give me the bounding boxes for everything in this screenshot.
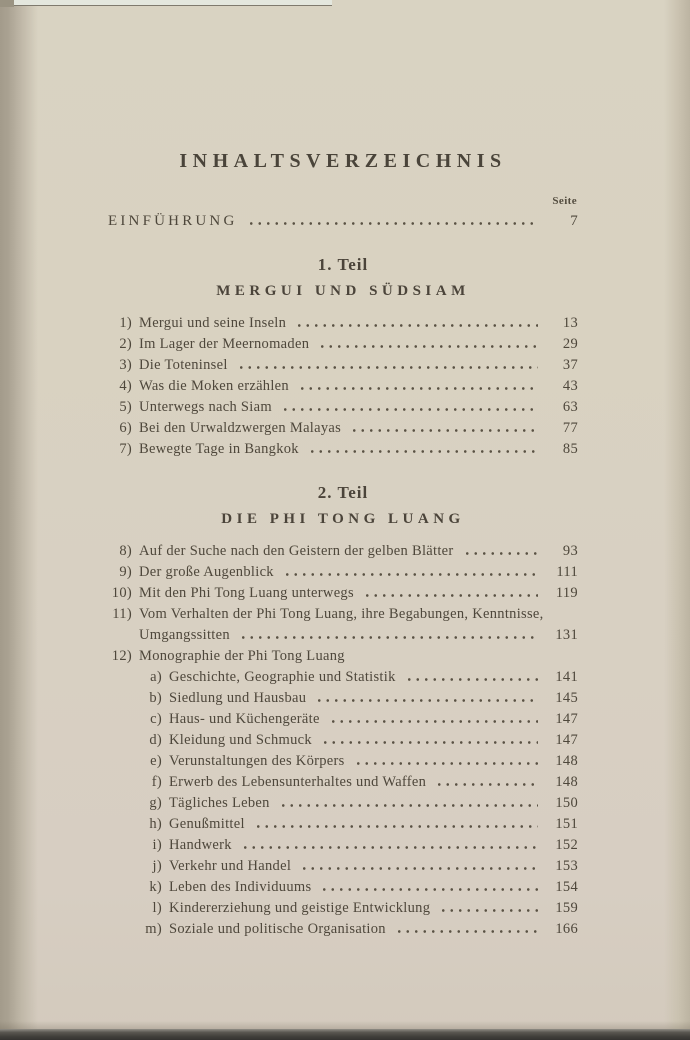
page-number: 37 (562, 357, 578, 373)
dot-leader (350, 428, 538, 433)
toc-entry (108, 856, 578, 877)
dot-leader (279, 803, 538, 808)
entry-number: 6) (119, 420, 132, 436)
entry-text: Was die Moken erzählen (139, 378, 289, 394)
toc-entry (108, 835, 578, 856)
entry-number: b) (149, 690, 162, 706)
entry-text: Geschichte, Geographie und Statistik (169, 669, 396, 685)
dot-leader (308, 449, 538, 454)
toc-entry (108, 730, 578, 751)
page-gutter-shadow (0, 0, 38, 1040)
page-number: 29 (562, 336, 578, 352)
page-number: 150 (555, 795, 578, 811)
page-number: 148 (555, 753, 578, 769)
toc-entry (108, 667, 578, 688)
entry-number: 1) (119, 315, 132, 331)
entry-text: Haus- und Küchengeräte (169, 711, 320, 727)
entry-text: Monographie der Phi Tong Luang (139, 648, 345, 664)
toc-entry (108, 604, 578, 625)
page-bottom-shadow (0, 1021, 690, 1029)
dot-leader (254, 824, 538, 829)
part-subtitle: DIE PHI TONG LUANG (221, 511, 465, 527)
part-entries (108, 541, 578, 940)
toc-entry (108, 313, 578, 334)
entry-number: d) (149, 732, 162, 748)
entry-text: Kindererziehung und geistige Entwicklung (169, 900, 431, 916)
entry-text: Im Lager der Meernomaden (139, 336, 310, 352)
toc-entry (108, 898, 578, 919)
page-number: 119 (555, 585, 578, 601)
entry-text: Mergui und seine Inseln (139, 315, 287, 331)
dot-leader (435, 782, 538, 787)
entry-text: Bewegte Tage in Bangkok (139, 441, 299, 457)
dot-leader (241, 845, 538, 850)
entry-text: Bei den Urwaldzwergen Malayas (139, 420, 342, 436)
entry-continuation-text: Umgangssitten (139, 627, 230, 643)
dot-leader (281, 407, 538, 412)
page-number: 77 (562, 420, 578, 436)
entry-number: l) (152, 900, 162, 916)
dot-leader (318, 344, 538, 349)
entry-text: Handwerk (169, 837, 232, 853)
toc-entry (108, 376, 578, 397)
entry-number: 12) (111, 648, 132, 664)
page-number: 145 (555, 690, 578, 706)
dot-leader (320, 887, 538, 892)
dot-leader (295, 323, 538, 328)
page-number: 153 (555, 858, 578, 874)
entry-number: 5) (119, 399, 132, 415)
entry-number: 9) (119, 564, 132, 580)
entry-number: 10) (111, 585, 132, 601)
page-right-edge (664, 0, 690, 1040)
dot-leader (315, 698, 538, 703)
dot-leader (354, 761, 538, 766)
entry-text: Kleidung und Schmuck (169, 732, 312, 748)
dot-leader (237, 365, 538, 370)
entry-text: Der große Augenblick (139, 564, 274, 580)
page-number: 111 (556, 564, 578, 580)
toc-entry (108, 814, 578, 835)
dot-leader (363, 593, 538, 598)
dot-leader (300, 866, 538, 871)
entry-text: Tägliches Leben (169, 795, 270, 811)
dot-leader (247, 221, 539, 226)
introduction-label: EINFÜHRUNG (108, 213, 238, 229)
entry-text: Mit den Phi Tong Luang unterwegs (139, 585, 354, 601)
toc-entry (108, 541, 578, 562)
entry-text: Siedlung und Hausbau (169, 690, 307, 706)
toc-entry (108, 397, 578, 418)
entry-number: 7) (119, 441, 132, 457)
page-number: 151 (555, 816, 578, 832)
page-number: 131 (555, 627, 578, 643)
part-entries (108, 313, 578, 460)
entry-number: c) (150, 711, 162, 727)
toc-entry (108, 355, 578, 376)
toc-part-2 (108, 483, 578, 940)
entry-text: Unterwegs nach Siam (139, 399, 272, 415)
page-number: 154 (555, 879, 578, 895)
dot-leader (283, 572, 538, 577)
dot-leader (298, 386, 538, 391)
toc-entry (108, 646, 578, 667)
toc-entry (108, 919, 578, 940)
toc-entry (108, 793, 578, 814)
page-number: 141 (555, 669, 578, 685)
entry-number: h) (149, 816, 162, 832)
page-top-corner (0, 0, 14, 7)
toc-entry (108, 709, 578, 730)
page-title: INHALTSVERZEICHNIS (179, 150, 507, 172)
entry-number: 2) (119, 336, 132, 352)
book-bottom-edge (0, 1029, 690, 1040)
page-number: 148 (555, 774, 578, 790)
toc-entry (108, 439, 578, 460)
toc-entry-introduction (108, 211, 578, 232)
entry-text: Genußmittel (169, 816, 245, 832)
entry-number: 3) (119, 357, 132, 373)
entry-number: f) (151, 774, 162, 790)
page-number: 147 (555, 732, 578, 748)
page-top-edge (14, 0, 332, 6)
entry-text: Auf der Suche nach den Geistern der gelben Blätter (139, 543, 454, 559)
entry-number: 11) (112, 606, 132, 622)
entry-text: Vom Verhalten der Phi Tong Luang, ihre Begabungen, Kenntnisse, (139, 606, 544, 622)
entry-number: a) (150, 669, 162, 685)
page-number: 7 (570, 213, 578, 229)
entry-number: e) (150, 753, 162, 769)
entry-text: Die Toteninsel (139, 357, 228, 373)
toc-entry-continuation (108, 625, 578, 646)
page-number: 13 (562, 315, 578, 331)
toc-entry (108, 772, 578, 793)
page-number: 43 (562, 378, 578, 394)
entry-number: g) (149, 795, 162, 811)
toc-entry (108, 751, 578, 772)
page-number: 166 (555, 921, 578, 937)
page-number: 152 (555, 837, 578, 853)
entry-number: 8) (119, 543, 132, 559)
dot-leader (329, 719, 538, 724)
part-title: 2. Teil (317, 483, 369, 502)
toc-entry (108, 877, 578, 898)
dot-leader (395, 929, 538, 934)
page-number: 85 (562, 441, 578, 457)
entry-text: Soziale und politische Organisation (169, 921, 386, 937)
toc-entry (108, 583, 578, 604)
page-number: 159 (555, 900, 578, 916)
entry-text: Verunstaltungen des Körpers (169, 753, 345, 769)
page-column-label: Seite (552, 195, 577, 207)
dot-leader (439, 908, 538, 913)
dot-leader (239, 635, 538, 640)
page-number: 63 (562, 399, 578, 415)
entry-text: Erwerb des Lebensunterhaltes und Waffen (169, 774, 427, 790)
toc-entry (108, 562, 578, 583)
part-title: 1. Teil (317, 255, 369, 274)
toc-entry (108, 418, 578, 439)
dot-leader (463, 551, 538, 556)
entry-number: i) (152, 837, 162, 853)
dot-leader (405, 677, 538, 682)
entry-number: k) (149, 879, 162, 895)
entry-number: j) (152, 858, 162, 874)
page-number: 93 (562, 543, 578, 559)
page-number: 147 (555, 711, 578, 727)
toc-entry (108, 334, 578, 355)
toc-content (108, 0, 578, 940)
entry-number: m) (145, 921, 162, 937)
entry-number: 4) (119, 378, 132, 394)
part-subtitle: MERGUI UND SÜDSIAM (216, 283, 470, 299)
toc-entry (108, 688, 578, 709)
entry-text: Leben des Individuums (169, 879, 312, 895)
toc-parts (108, 255, 578, 940)
dot-leader (321, 740, 538, 745)
toc-part-1 (108, 255, 578, 460)
entry-text: Verkehr und Handel (169, 858, 292, 874)
